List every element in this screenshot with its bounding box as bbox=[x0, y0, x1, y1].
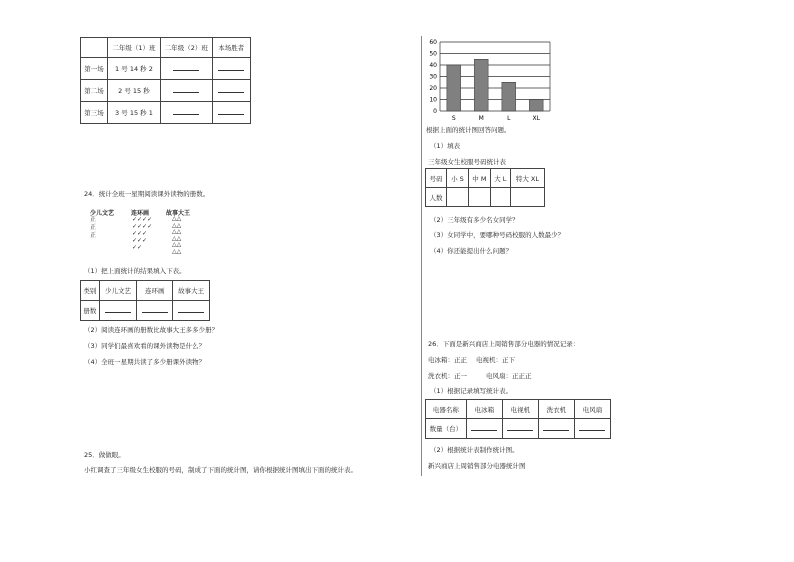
answer-blank[interactable] bbox=[466, 419, 502, 439]
bar-l bbox=[502, 82, 516, 111]
y-tick-label: 30 bbox=[429, 73, 437, 81]
appliance-table-header: 洗衣机 bbox=[538, 400, 574, 419]
question-25-title: 25．做做眼。 bbox=[84, 451, 125, 459]
race-table-cell: 1 号 14 秒 2 bbox=[107, 58, 160, 80]
tally-marks: △△ △△ △△ △△ △△ △△ bbox=[172, 215, 182, 255]
fill-table-instruction: （1）填表 bbox=[430, 142, 461, 150]
chart-question-intro: 根据上面的统计图回答问题。 bbox=[426, 126, 511, 134]
x-tick-label: L bbox=[507, 115, 511, 122]
size-table-header: 号码 bbox=[426, 169, 447, 188]
question-24-sub1: （1）把上面统计的结果填入下表。 bbox=[84, 267, 186, 275]
reading-table-header: 故事大王 bbox=[173, 281, 210, 301]
race-table-header: 二年级（2）班 bbox=[160, 38, 212, 58]
y-tick-label: 40 bbox=[429, 62, 437, 69]
question-24-sub3: （3）同学们最喜欢看的课外读物是什么？ bbox=[84, 342, 206, 350]
answer-blank[interactable] bbox=[137, 301, 173, 321]
answer-blank[interactable] bbox=[212, 102, 250, 124]
question-24-sub4: （4）全班一星期共读了多少册课外读物？ bbox=[84, 358, 206, 366]
x-tick-label: XL bbox=[532, 115, 540, 122]
y-tick-label: 20 bbox=[429, 85, 437, 92]
appliance-chart-title: 新兴商店上周销售部分电器统计图 bbox=[428, 462, 526, 470]
appliance-table bbox=[425, 399, 611, 439]
size-table-header: 特大 XL bbox=[510, 169, 544, 188]
question-26-sub1: （1）根据记录填写统计表。 bbox=[430, 387, 513, 395]
tally-marks: ✓✓✓✓ ✓✓✓✓ ✓✓✓ ✓✓✓ ✓✓ bbox=[132, 216, 153, 251]
race-table-cell: 3 号 15 秒 1 bbox=[107, 102, 160, 124]
appliance-table-header: 电器名称 bbox=[426, 400, 467, 419]
tally-header: 少儿文艺 bbox=[90, 210, 115, 217]
race-table-row-label: 第二场 bbox=[81, 80, 108, 102]
question-26-sub2: （2）根据统计表制作统计图。 bbox=[430, 446, 519, 454]
race-table-header bbox=[81, 38, 108, 58]
answer-blank[interactable] bbox=[574, 419, 610, 439]
size-table-header: 大 L bbox=[490, 169, 510, 188]
appliance-record-tv: 电视机：正下 bbox=[476, 356, 515, 364]
tally-header: 故事大王 bbox=[166, 210, 191, 217]
appliance-record-washer: 洗衣机：正一 bbox=[428, 372, 467, 380]
appliance-table-header: 电冰箱 bbox=[466, 400, 502, 419]
reading-table-header: 类别 bbox=[81, 281, 100, 301]
answer-blank[interactable] bbox=[173, 301, 210, 321]
right-question-4: （4）你还能提出什么问题？ bbox=[430, 247, 513, 255]
answer-blank[interactable] bbox=[160, 102, 212, 124]
appliance-table-header: 电风扇 bbox=[574, 400, 610, 419]
appliance-record-fridge: 电冰箱：正正 bbox=[428, 356, 467, 364]
size-table-row-label: 人数 bbox=[426, 188, 447, 207]
answer-cell[interactable] bbox=[468, 188, 490, 207]
appliance-table-row-label: 数量（台） bbox=[426, 419, 467, 439]
question-25-text: 小红调查了三年级女生校服的号码，制成了下面的统计图，请你根据统计图填出下面的统计表。 bbox=[84, 466, 357, 474]
size-table-header: 中 M bbox=[468, 169, 490, 188]
appliance-record-fan: 电风扇：正正正 bbox=[486, 372, 532, 380]
race-table bbox=[80, 37, 251, 124]
race-table-row-label: 第一场 bbox=[81, 58, 108, 80]
y-tick-label: 60 bbox=[429, 39, 437, 46]
question-24-title: 24．统计全班一星期阅读课外读物的册数。 bbox=[84, 190, 210, 198]
size-bar-chart bbox=[422, 34, 552, 126]
appliance-table-header: 电视机 bbox=[502, 400, 538, 419]
answer-cell[interactable] bbox=[510, 188, 544, 207]
tally-header: 连环画 bbox=[131, 210, 150, 217]
bar-m bbox=[474, 59, 488, 111]
x-tick-label: S bbox=[451, 115, 456, 122]
answer-blank[interactable] bbox=[212, 58, 250, 80]
answer-cell[interactable] bbox=[446, 188, 468, 207]
x-tick-label: M bbox=[478, 115, 484, 122]
answer-cell[interactable] bbox=[490, 188, 510, 207]
reading-table bbox=[80, 280, 210, 321]
right-question-3: （3）女同学中，要哪种号码校服的人数最少？ bbox=[430, 231, 565, 239]
bar-xl bbox=[529, 100, 543, 112]
right-question-2: （2）三年级有多少名女同学？ bbox=[430, 216, 519, 224]
size-table bbox=[425, 168, 545, 207]
answer-blank[interactable] bbox=[538, 419, 574, 439]
y-tick-label: 0 bbox=[433, 108, 437, 115]
tally-marks: 正 正 正 bbox=[90, 216, 97, 239]
y-tick-label: 50 bbox=[429, 50, 437, 58]
race-table-row-label: 第三场 bbox=[81, 102, 108, 124]
size-table-title: 三年级女生校服号码统计表 bbox=[428, 158, 506, 166]
question-24-sub2: （2）阅读连环画的册数比故事大王多多少册？ bbox=[84, 326, 219, 334]
race-table-header: 本场胜者 bbox=[212, 38, 250, 58]
answer-blank[interactable] bbox=[502, 419, 538, 439]
reading-table-header: 少儿文艺 bbox=[99, 281, 137, 301]
size-table-header: 小 S bbox=[446, 169, 468, 188]
bar-s bbox=[447, 65, 461, 111]
y-tick-label: 10 bbox=[429, 96, 437, 104]
reading-table-row-label: 册数 bbox=[81, 301, 100, 321]
answer-blank[interactable] bbox=[160, 58, 212, 80]
reading-table-header: 连环画 bbox=[137, 281, 173, 301]
race-table-header: 二年级（1）班 bbox=[107, 38, 160, 58]
answer-blank[interactable] bbox=[160, 80, 212, 102]
answer-blank[interactable] bbox=[99, 301, 137, 321]
question-26-title: 26．下面是新兴商店上周销售部分电器的情况记录： bbox=[428, 340, 580, 348]
race-table-cell: 2 号 15 秒 bbox=[107, 80, 160, 102]
answer-blank[interactable] bbox=[212, 80, 250, 102]
